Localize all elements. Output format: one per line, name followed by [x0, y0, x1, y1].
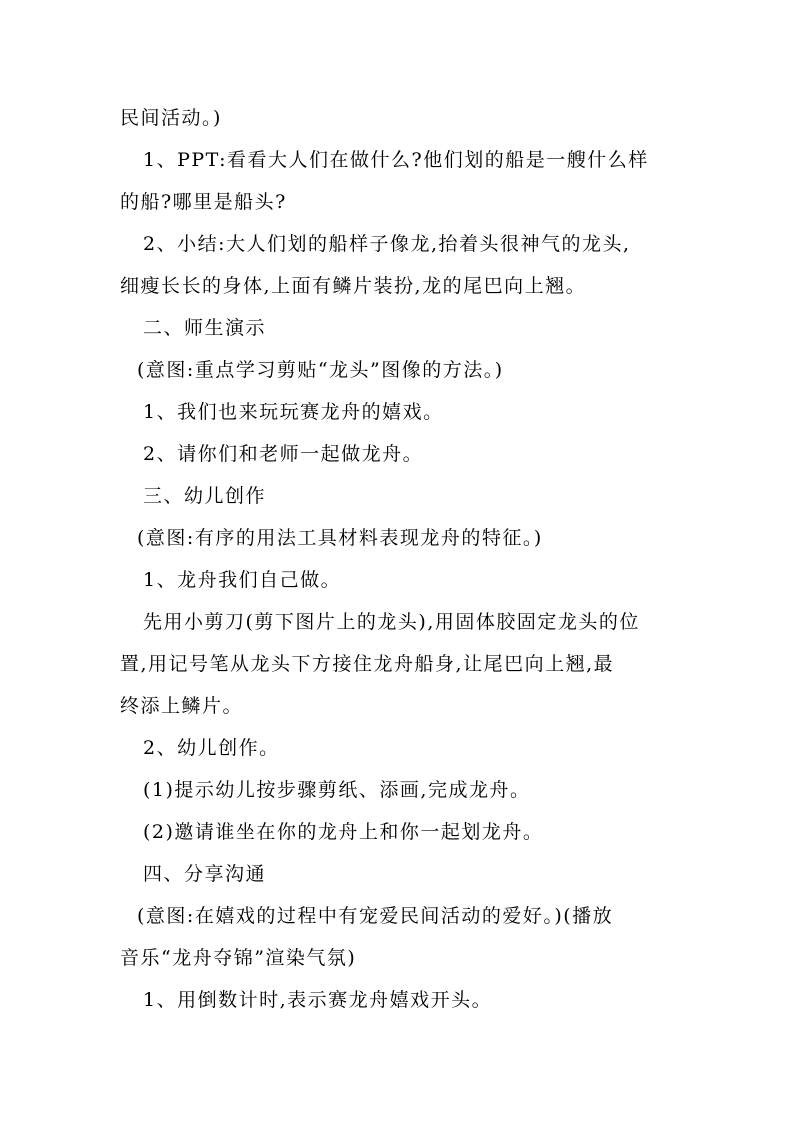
- text-line-13: 先用小剪刀(剪下图片上的龙头),用固体胶固定龙头的位: [143, 611, 640, 633]
- text-line-7: (意图:重点学习剪贴“龙头”图像的方法。): [137, 359, 504, 381]
- text-line-20: (意图:在嬉戏的过程中有宠爱民间活动的爱好。)(播放: [137, 905, 614, 927]
- text-line-22: 1、用倒数计时,表示赛龙舟嬉戏开头。: [143, 989, 493, 1011]
- text-line-15: 终添上鳞片。: [120, 695, 244, 717]
- text-line-18: (2)邀请谁坐在你的龙舟上和你一起划龙舟。: [143, 821, 544, 843]
- text-line-14: 置,用记号笔从龙头下方接住龙舟船身,让尾巴向上翘,最: [120, 653, 615, 675]
- text-line-2: 1、PPT:看看大人们在做什么?他们划的船是一艘什么样: [143, 149, 649, 171]
- text-line-11: (意图:有序的用法工具材料表现龙舟的特征。): [137, 527, 543, 549]
- text-line-12: 1、龙舟我们自己做。: [143, 569, 342, 591]
- text-line-1: 民间活动。): [120, 107, 222, 129]
- section-heading-4: 四、分享沟通: [143, 863, 267, 885]
- text-line-5: 细瘦长长的身体,上面有鳞片装扮,龙的尾巴向上翘。: [120, 275, 587, 297]
- section-heading-3: 三、幼儿创作: [143, 485, 267, 507]
- text-line-3: 的船?哪里是船头?: [120, 191, 287, 213]
- text-line-17: (1)提示幼儿按步骤剪纸、添画,完成龙舟。: [143, 779, 531, 801]
- text-line-21: 音乐“龙舟夺锦”渲染气氛): [120, 947, 357, 969]
- section-heading-2: 二、师生演示: [143, 317, 267, 339]
- text-line-16: 2、幼儿创作。: [143, 737, 280, 759]
- text-line-8: 1、我们也来玩玩赛龙舟的嬉戏。: [143, 401, 444, 423]
- text-line-4: 2、小结:大人们划的船样子像龙,抬着头很神气的龙头,: [143, 233, 631, 255]
- text-line-9: 2、请你们和老师一起做龙舟。: [143, 443, 424, 465]
